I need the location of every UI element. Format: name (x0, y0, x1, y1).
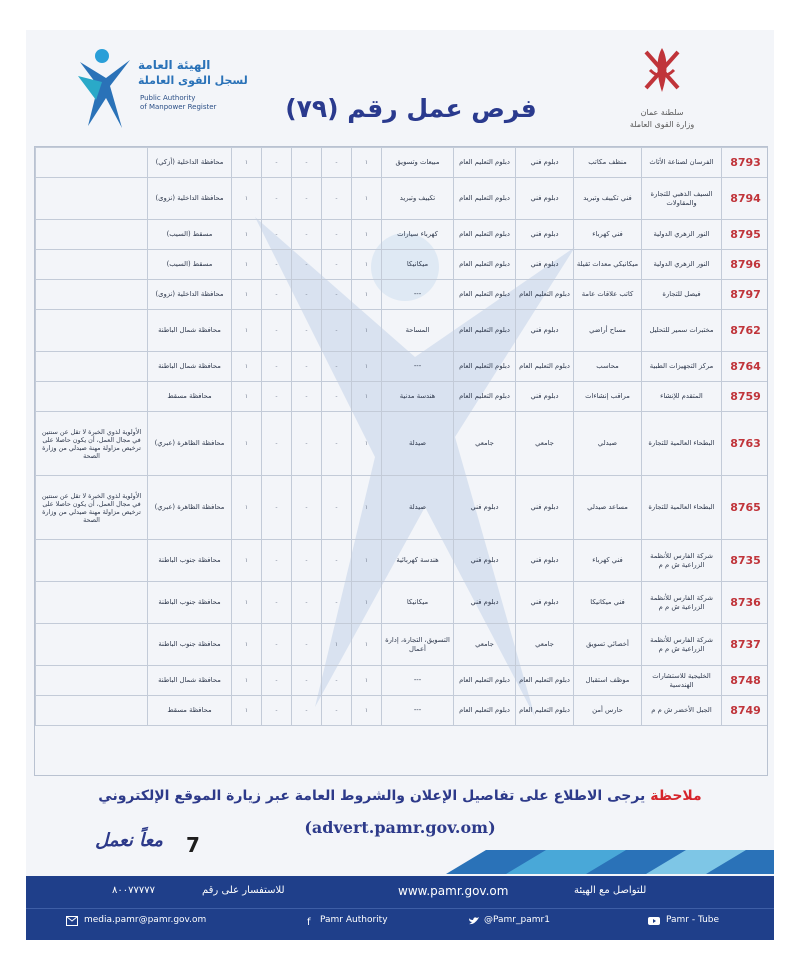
ministry-name-1: سلطنة عمان (640, 108, 684, 117)
job-title: ميكانيكي معدات ثقيلة (574, 250, 642, 280)
contact-row-1 (26, 882, 774, 902)
qualification: دبلوم التعليم العام (516, 352, 574, 382)
work-location: محافظة جنوب الباطنة (148, 582, 232, 624)
count-1: ١ (352, 540, 382, 582)
company-name: مركز التجهيزات الطبية (642, 352, 722, 382)
job-code: 8764 (722, 352, 769, 382)
company-name: المتقدم للإنشاء (642, 382, 722, 412)
count-4: - (262, 148, 292, 178)
job-title: فني كهرباء (574, 220, 642, 250)
work-location: محافظة الداخلية (نزوى) (148, 280, 232, 310)
notes (36, 540, 148, 582)
count-4: - (262, 624, 292, 666)
count-5: ١ (232, 666, 262, 696)
job-title: حارس أمن (574, 696, 642, 726)
count-3: - (292, 250, 322, 280)
qualification: دبلوم فني (516, 148, 574, 178)
job-code: 8748 (722, 666, 769, 696)
job-code: 8737 (722, 624, 769, 666)
count-5: ١ (232, 696, 262, 726)
count-1: ١ (352, 696, 382, 726)
count-2: - (322, 412, 352, 476)
count-2: ١ (322, 624, 352, 666)
education-level: دبلوم التعليم العام (454, 148, 516, 178)
count-4: - (262, 352, 292, 382)
count-2: - (322, 250, 352, 280)
count-3: - (292, 582, 322, 624)
count-5: ١ (232, 220, 262, 250)
count-5: ١ (232, 582, 262, 624)
work-location: محافظة الداخلية (نزوى) (148, 178, 232, 220)
specialty: صيدلة (382, 476, 454, 540)
job-code: 8795 (722, 220, 769, 250)
qualification: جامعي (516, 412, 574, 476)
count-2: - (322, 382, 352, 412)
table-row (36, 280, 769, 310)
count-4: - (262, 220, 292, 250)
count-3: - (292, 220, 322, 250)
count-1: ١ (352, 582, 382, 624)
svg-text:f: f (307, 917, 311, 926)
youtube-icon (648, 916, 660, 926)
work-location: مسقط (السيب) (148, 250, 232, 280)
table-row (36, 412, 769, 476)
work-location: محافظة الداخلية (أزكي) (148, 148, 232, 178)
education-level: دبلوم التعليم العام (454, 310, 516, 352)
table-row (36, 220, 769, 250)
authority-name-en-1: Public Authority (140, 94, 196, 102)
specialty: مبيعات وتسويق (382, 148, 454, 178)
job-title: موظف استقبال (574, 666, 642, 696)
notes: الأولوية لذوي الخبرة لا تقل عن سنتين في مجال العمل، أن يكون حاصلا على ترخيص مزاولة مهنة صيدلي من وزارة الصحة (36, 412, 148, 476)
education-level: دبلوم التعليم العام (454, 696, 516, 726)
count-4: - (262, 412, 292, 476)
job-title: فني تكييف وتبريد (574, 178, 642, 220)
work-location: محافظة شمال الباطنة (148, 310, 232, 352)
education-level: دبلوم التعليم العام (454, 280, 516, 310)
specialty: ميكانيكا (382, 582, 454, 624)
count-4: - (262, 582, 292, 624)
table-row (36, 582, 769, 624)
qualification: دبلوم فني (516, 220, 574, 250)
authority-name-ar-1: الهيئة العامة (138, 58, 211, 72)
count-5: ١ (232, 250, 262, 280)
company-name: السيف الذهبي للتجارة والمقاولات (642, 178, 722, 220)
count-2: - (322, 148, 352, 178)
job-code: 8749 (722, 696, 769, 726)
job-title: صيدلي (574, 412, 642, 476)
count-4: - (262, 250, 292, 280)
count-4: - (262, 280, 292, 310)
education-level: دبلوم فني (454, 476, 516, 540)
count-3: - (292, 382, 322, 412)
note-label: ملاحظة (650, 788, 702, 804)
job-code: 8763 (722, 412, 769, 476)
education-level: دبلوم فني (454, 582, 516, 624)
specialty: --- (382, 696, 454, 726)
count-4: - (262, 666, 292, 696)
work-location: محافظة جنوب الباطنة (148, 624, 232, 666)
count-4: - (262, 476, 292, 540)
job-code: 8762 (722, 310, 769, 352)
job-code: 8735 (722, 540, 769, 582)
education-level: دبلوم التعليم العام (454, 178, 516, 220)
specialty: هندسة مدنية (382, 382, 454, 412)
job-title: مراقب إنشاءات (574, 382, 642, 412)
table-row (36, 382, 769, 412)
notes (36, 624, 148, 666)
job-title: فني كهرباء (574, 540, 642, 582)
count-3: - (292, 696, 322, 726)
count-2: - (322, 582, 352, 624)
count-1: ١ (352, 412, 382, 476)
job-title: فني ميكانيكا (574, 582, 642, 624)
count-1: ١ (352, 476, 382, 540)
job-code: 8736 (722, 582, 769, 624)
count-2: - (322, 352, 352, 382)
count-2: - (322, 666, 352, 696)
facebook-icon (304, 916, 316, 926)
company-name: النور الزهري الدولية (642, 250, 722, 280)
count-3: - (292, 476, 322, 540)
company-name: الجبل الأخضر ش م م (642, 696, 722, 726)
job-title: كاتب علاقات عامة (574, 280, 642, 310)
count-3: - (292, 280, 322, 310)
notes (36, 696, 148, 726)
count-5: ١ (232, 476, 262, 540)
job-title: محاسب (574, 352, 642, 382)
twitter-link[interactable]: @Pamr_pamr1 (484, 915, 550, 925)
count-4: - (262, 178, 292, 220)
job-code: 8793 (722, 148, 769, 178)
qualification: جامعي (516, 624, 574, 666)
work-location: محافظة الظاهرة (عبري) (148, 412, 232, 476)
company-name: شركة الفارس للأنظمة الزراعية ش م م (642, 582, 722, 624)
authority-name-ar-2: لسجل القوى العاملة (138, 74, 248, 87)
count-3: - (292, 178, 322, 220)
count-4: - (262, 696, 292, 726)
contact-label: للتواصل مع الهيئة (574, 885, 647, 896)
job-code: 8765 (722, 476, 769, 540)
count-5: ١ (232, 352, 262, 382)
education-level: جامعي (454, 624, 516, 666)
notes (36, 220, 148, 250)
work-location: محافظة جنوب الباطنة (148, 540, 232, 582)
job-title: مساح أراضي (574, 310, 642, 352)
count-4: - (262, 382, 292, 412)
count-5: ١ (232, 412, 262, 476)
twitter-icon (468, 916, 480, 926)
notes (36, 178, 148, 220)
contact-bar (26, 876, 774, 940)
education-level: دبلوم التعليم العام (454, 382, 516, 412)
job-title: منظف مكاتب (574, 148, 642, 178)
work-location: محافظة الظاهرة (عبري) (148, 476, 232, 540)
job-advert-page (26, 30, 774, 940)
company-name: الفرسان لصناعة الأثاث (642, 148, 722, 178)
notes (36, 250, 148, 280)
qualification: دبلوم فني (516, 178, 574, 220)
company-name: مختبرات سمير للتحليل (642, 310, 722, 352)
oman-emblem-icon (636, 44, 688, 96)
specialty: هندسة كهربائية (382, 540, 454, 582)
count-4: - (262, 310, 292, 352)
qualification: دبلوم التعليم العام (516, 280, 574, 310)
count-3: - (292, 412, 322, 476)
table-row (36, 476, 769, 540)
facebook-link[interactable]: Pamr Authority (320, 915, 388, 925)
specialty: --- (382, 666, 454, 696)
phone-number[interactable]: ٨٠٠٧٧٧٧٧ (112, 885, 155, 896)
table-row (36, 352, 769, 382)
authority-name-en-2: of Manpower Register (140, 103, 217, 111)
note-text: يرجى الاطلاع على تفاصيل الإعلان والشروط العامة عبر زيارة الموقع الإلكتروني (98, 788, 646, 804)
table-row (36, 624, 769, 666)
website-link[interactable]: www.pamr.gov.om (398, 884, 509, 898)
specialty: صيدلة (382, 412, 454, 476)
specialty: --- (382, 280, 454, 310)
company-name: البطحاء العالمية للتجارة (642, 476, 722, 540)
count-2: - (322, 476, 352, 540)
count-1: ١ (352, 250, 382, 280)
count-5: ١ (232, 310, 262, 352)
company-name: فيصل للتجارة (642, 280, 722, 310)
specialty: --- (382, 352, 454, 382)
specialty: المساحة (382, 310, 454, 352)
count-1: ١ (352, 666, 382, 696)
email-link[interactable]: media.pamr@pamr.gov.om (84, 915, 207, 925)
page-title: فرص عمل رقم (٧٩) (285, 94, 537, 123)
count-2: - (322, 310, 352, 352)
ministry-name-2: وزارة القوى العاملة (629, 120, 695, 129)
count-3: - (292, 624, 322, 666)
job-title: أخصائي تسويق (574, 624, 642, 666)
education-level: دبلوم التعليم العام (454, 666, 516, 696)
table-row (36, 310, 769, 352)
jobs-table (35, 147, 768, 726)
specialty: التسويق، التجارة، إدارة أعمال (382, 624, 454, 666)
count-2: - (322, 696, 352, 726)
company-name: النور الزهري الدولية (642, 220, 722, 250)
qualification: دبلوم فني (516, 476, 574, 540)
education-level: دبلوم التعليم العام (454, 250, 516, 280)
qualification: دبلوم فني (516, 310, 574, 352)
count-1: ١ (352, 310, 382, 352)
work-location: محافظة مسقط (148, 382, 232, 412)
job-code: 8759 (722, 382, 769, 412)
qualification: دبلوم فني (516, 382, 574, 412)
count-1: ١ (352, 148, 382, 178)
notes (36, 352, 148, 382)
header (26, 30, 774, 142)
qualification: دبلوم فني (516, 540, 574, 582)
qualification: دبلوم التعليم العام (516, 696, 574, 726)
table-row (36, 696, 769, 726)
authority-figure-icon (76, 42, 136, 132)
count-2: - (322, 280, 352, 310)
table-row (36, 540, 769, 582)
table-row (36, 178, 769, 220)
jobs-table-container (34, 146, 768, 776)
company-name: البطحاء العالمية للتجارة (642, 412, 722, 476)
count-5: ١ (232, 540, 262, 582)
count-1: ١ (352, 220, 382, 250)
specialty: تكييف وتبريد (382, 178, 454, 220)
work-location: محافظة مسقط (148, 696, 232, 726)
count-3: - (292, 540, 322, 582)
advert-url[interactable]: (advert.pamr.gov.om) (304, 818, 496, 837)
page-number: 7 (186, 833, 200, 857)
notes: الأولوية لذوي الخبرة لا تقل عن سنتين في مجال العمل، أن يكون حاصلا على ترخيص مزاولة مهنة صيدلي من وزارة الصحة (36, 476, 148, 540)
qualification: دبلوم التعليم العام (516, 666, 574, 696)
education-level: جامعي (454, 412, 516, 476)
authority-logo (76, 42, 276, 134)
count-5: ١ (232, 280, 262, 310)
notes (36, 666, 148, 696)
job-code: 8797 (722, 280, 769, 310)
notes (36, 148, 148, 178)
count-3: - (292, 310, 322, 352)
count-5: ١ (232, 382, 262, 412)
table-row (36, 148, 769, 178)
table-row (36, 666, 769, 696)
count-1: ١ (352, 352, 382, 382)
ministry-logo (612, 44, 712, 144)
table-row (36, 250, 769, 280)
count-5: ١ (232, 148, 262, 178)
work-location: محافظة شمال الباطنة (148, 352, 232, 382)
notes (36, 582, 148, 624)
email-icon (66, 916, 78, 926)
count-2: - (322, 178, 352, 220)
count-4: - (262, 540, 292, 582)
qualification: دبلوم فني (516, 250, 574, 280)
company-name: شركة الفارس للأنظمة الزراعية ش م م (642, 624, 722, 666)
work-location: محافظة شمال الباطنة (148, 666, 232, 696)
count-1: ١ (352, 280, 382, 310)
decorative-stripe (446, 850, 774, 874)
count-1: ١ (352, 382, 382, 412)
company-name: الخليجية للاستشارات الهندسية (642, 666, 722, 696)
job-code: 8794 (722, 178, 769, 220)
qualification: دبلوم فني (516, 582, 574, 624)
inquiry-label: للاستفسار على رقم (202, 885, 285, 896)
education-level: دبلوم فني (454, 540, 516, 582)
count-3: - (292, 666, 322, 696)
count-5: ١ (232, 624, 262, 666)
job-code: 8796 (722, 250, 769, 280)
education-level: دبلوم التعليم العام (454, 352, 516, 382)
count-1: ١ (352, 624, 382, 666)
youtube-link[interactable]: Pamr - Tube (666, 915, 720, 925)
notes (36, 310, 148, 352)
count-1: ١ (352, 178, 382, 220)
work-location: مسقط (السيب) (148, 220, 232, 250)
count-3: - (292, 352, 322, 382)
notes (36, 382, 148, 412)
hashtag-logo (86, 826, 172, 866)
job-title: مساعد صيدلي (574, 476, 642, 540)
education-level: دبلوم التعليم العام (454, 220, 516, 250)
notes (36, 280, 148, 310)
contact-row-2 (26, 908, 774, 932)
count-2: - (322, 220, 352, 250)
count-2: - (322, 540, 352, 582)
count-3: - (292, 148, 322, 178)
company-name: شركة الفارس للأنظمة الزراعية ش م م (642, 540, 722, 582)
specialty: ميكانيكا (382, 250, 454, 280)
footer-note (26, 788, 774, 804)
specialty: كهرباء سيارات (382, 220, 454, 250)
count-5: ١ (232, 178, 262, 220)
hashtag-text: معاً نعمل (95, 830, 163, 851)
